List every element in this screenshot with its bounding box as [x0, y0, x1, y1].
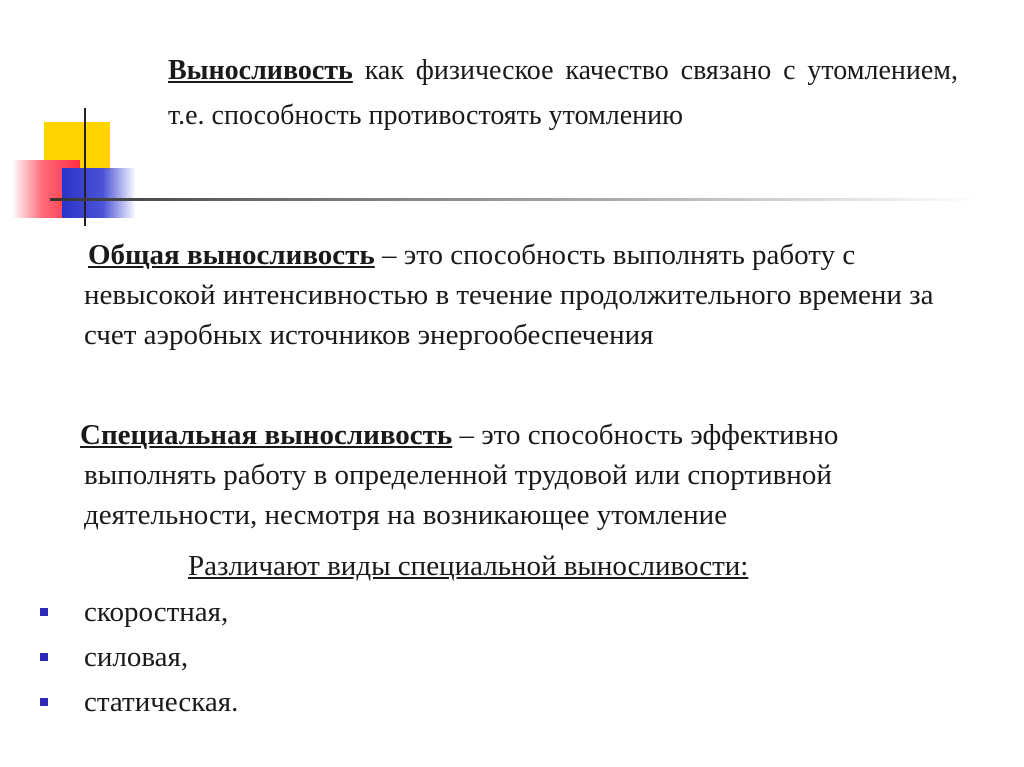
list-item — [40, 637, 238, 682]
list-item — [40, 682, 238, 727]
intro-term: Выносливость — [168, 55, 353, 86]
intro-text: как физическое качество связано с утомлением, т.е. способность противостоять утомлению — [168, 55, 958, 131]
list-item-label: скоростная, — [84, 596, 229, 628]
bullet-icon — [40, 608, 48, 616]
special-endurance-definition — [80, 415, 974, 535]
intro-definition — [168, 48, 958, 138]
general-text: – это способность выполнять работу с невысокой интенсивностью в течение продолжительного времени за счет аэробных источников энергообеспечения — [84, 239, 934, 351]
general-endurance-definition — [84, 235, 974, 355]
types-list — [40, 592, 238, 727]
list-item — [40, 592, 238, 637]
special-term: Специальная выносливость — [80, 419, 453, 451]
blue-square — [62, 168, 136, 218]
list-item-label: статическая. — [84, 686, 239, 718]
bullet-icon — [40, 653, 48, 661]
types-heading: Различают виды специальной выносливости: — [188, 550, 749, 582]
list-item-label: силовая, — [84, 641, 189, 673]
vertical-line — [84, 108, 86, 226]
bullet-icon — [40, 698, 48, 706]
general-term: Общая выносливость — [88, 239, 375, 271]
special-text: – это способность эффективно выполнять работу в определенной трудовой или спортивной деятельности, несмотря на возникающее утомление — [84, 419, 839, 531]
horizontal-divider — [50, 198, 980, 201]
